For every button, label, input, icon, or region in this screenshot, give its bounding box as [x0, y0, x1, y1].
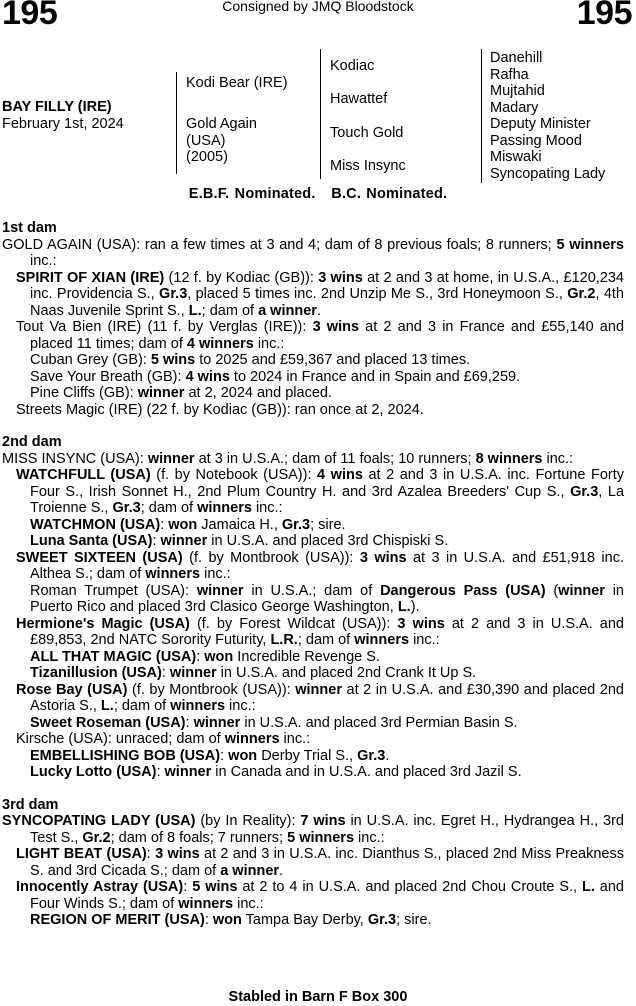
bold-run: winner	[169, 665, 217, 681]
pedigree-entry	[2, 764, 624, 781]
horse-info	[2, 99, 124, 132]
bold-run: 3 wins	[318, 269, 363, 286]
bold-run: Gr.3	[357, 747, 386, 764]
bold-run: Gr.3	[281, 516, 311, 533]
bold-run: 4 winners	[186, 335, 254, 352]
lot-number-left: 195	[2, 0, 58, 32]
bold-run: winners	[178, 895, 234, 912]
bold-run: 3 wins	[312, 319, 360, 335]
pedigree-entry	[2, 402, 624, 419]
horse-name: BAY FILLY (IRE)	[2, 99, 112, 115]
bold-run: winner	[558, 582, 605, 599]
pedigree-entry	[2, 879, 624, 912]
text-run: in U.S.A. and placed 3rd Chispiski S.	[207, 533, 449, 549]
text-run: :	[160, 516, 169, 533]
section-title: 2nd dam	[2, 434, 62, 450]
pedigree-dam-line: Gold Again	[186, 116, 257, 132]
bold-run: 8 winners	[475, 450, 543, 467]
pedigree-dam-line: (USA)	[186, 132, 226, 149]
bold-run: winner	[196, 582, 244, 599]
pedigree-entry	[2, 665, 624, 682]
lot-number-right: 195	[576, 0, 632, 32]
text-run: inc.:	[253, 335, 285, 352]
pedigree-fourth-generation	[490, 50, 605, 182]
bold-run: 5 winners	[556, 236, 624, 253]
text-run: :	[204, 912, 213, 928]
text-run: :	[156, 764, 165, 780]
text-run: (12 f. by Kodiac (GB)):	[164, 269, 319, 286]
bold-run: Gr.2	[82, 829, 111, 846]
text-run: :	[152, 533, 161, 549]
pedigree-ancestor: Mujtahid	[490, 83, 545, 99]
text-run: inc.:	[200, 566, 231, 582]
text-run: (by In Reality):	[195, 813, 301, 829]
text-run: :	[185, 714, 194, 731]
pedigree-entry	[2, 583, 624, 616]
text-run: :	[161, 665, 170, 681]
text-run: , La Troienne S.,	[30, 483, 625, 516]
bold-run: won	[204, 648, 234, 665]
bold-run: Gr.3	[159, 286, 188, 302]
text-run: in U.S.A. inc. Egret H., Hydrangea H., 3rd Test S.,	[30, 813, 624, 846]
text-run: in U.S.A. and placed 3rd Permian Basin S.	[240, 714, 518, 731]
pedigree-ancestor: Syncopating Lady	[490, 165, 606, 182]
bold-run: winner	[137, 385, 185, 401]
bold-run: Innocently Astray (USA)	[16, 879, 184, 895]
pedigree-entry	[2, 846, 624, 879]
pedigree-entry	[2, 517, 624, 534]
pedigree-divider-2	[320, 49, 321, 179]
text-run: ; dam of	[140, 500, 198, 516]
text-run: at 2 to 4 in U.S.A. and placed 2nd Chou Croute S.,	[237, 879, 582, 895]
pedigree-entry	[2, 813, 624, 846]
bold-run: Gr.3	[570, 483, 599, 500]
text-run: inc.:	[354, 829, 385, 846]
text-run: (f. by Montbrook (USA)):	[182, 549, 360, 566]
bold-run: Gr.3	[367, 912, 397, 928]
pedigree-entry	[2, 616, 624, 649]
bold-run: 4 wins	[317, 467, 363, 483]
text-run: in Puerto Rico and placed 3rd Clasico George Washington,	[30, 582, 624, 615]
text-run: Incredible Revenge S.	[233, 648, 380, 665]
bold-run: L.	[581, 879, 595, 895]
consignor: Consigned by JMQ Bloodstock	[222, 0, 414, 14]
bold-run: Luna Santa (USA)	[30, 533, 153, 549]
pedigree-ancestor: Passing Mood	[490, 132, 582, 149]
foaling-date: February 1st, 2024	[2, 115, 124, 132]
pedigree-entry	[2, 715, 624, 732]
text-run: at 3 in U.S.A.; dam of 11 foals; 10 runners;	[194, 450, 476, 467]
bold-run: winners	[224, 731, 280, 747]
text-run: .	[279, 862, 284, 879]
text-run: .	[316, 302, 321, 319]
pedigree-entry	[2, 550, 624, 583]
text-run: inc.:	[225, 698, 256, 714]
text-run: at 2 in U.S.A. and £30,390 and placed 2nd Astoria S.,	[30, 681, 624, 714]
text-run: inc.:	[542, 450, 574, 467]
bold-run: winner	[295, 681, 342, 698]
text-run: Roman Trumpet (USA):	[30, 582, 197, 599]
bold-run: Gr.3	[112, 500, 141, 516]
pedigree-entry	[2, 352, 624, 369]
bold-run: 3 wins	[359, 549, 407, 566]
text-run: ).	[410, 599, 420, 615]
text-run: ; dam of 8 foals; 7 runners;	[110, 829, 288, 846]
pedigree-ancestor: Miswaki	[490, 149, 542, 165]
produce-record	[2, 220, 624, 929]
pedigree-ancestor: Danehill	[490, 50, 543, 66]
text-run: inc.:	[30, 253, 57, 269]
bold-run: a winner	[258, 302, 317, 319]
bold-run: won	[212, 912, 242, 928]
text-run: GOLD AGAIN (USA): ran a few times at 3 and 4; dam of 8 previous foals; 8 runners;	[2, 236, 557, 253]
text-run: (f. by Montbrook (USA)):	[127, 681, 296, 698]
pedigree-entry	[2, 467, 624, 517]
text-run: Tampa Bay Derby,	[241, 912, 368, 928]
text-run: (f. by Notebook (USA)):	[150, 467, 318, 483]
pedigree-entry	[2, 912, 624, 929]
text-run: at 2 and 3 in U.S.A. and £89,853, 2nd NATC Sorority Futurity,	[30, 615, 624, 648]
pedigree-entry	[2, 533, 624, 550]
bold-run: 3 wins	[155, 846, 200, 862]
stabling-info: Stabled in Barn F Box 300	[228, 989, 408, 1005]
pedigree-entry	[2, 451, 624, 468]
text-run: inc.:	[279, 731, 311, 747]
pedigree-entry	[2, 731, 624, 748]
pedigree-entry	[2, 748, 624, 765]
bold-run: winners	[170, 698, 226, 714]
bold-run: Sweet Roseman (USA)	[30, 714, 186, 731]
pedigree-entry	[2, 385, 624, 402]
text-run: :	[196, 648, 205, 665]
bold-run: SWEET SIXTEEN (USA)	[16, 549, 183, 566]
bold-run: 5 wins	[150, 352, 196, 368]
text-run: at 3 in U.S.A. and £51,918 inc. Althea S.; dam of	[30, 549, 624, 582]
pedigree-sire: Kodi Bear (IRE)	[186, 75, 288, 91]
bold-run: Tizanillusion (USA)	[30, 665, 162, 681]
text-run: at 2 and 3 in U.S.A. inc. Fortune Forty Four S., Irish Sonnet H., 2nd Plum Country H. and 3rd Azalea Breeders' Cup S.,	[30, 467, 624, 500]
pedigree-entry	[2, 319, 624, 352]
text-run: Derby Trial S.,	[257, 747, 358, 764]
bold-run: winners	[197, 500, 252, 516]
bold-run: EMBELLISHING BOB (USA)	[30, 747, 221, 764]
text-run: .	[385, 747, 390, 764]
bold-run: Lucky Lotto (USA)	[30, 764, 157, 780]
bold-run: Rose Bay (USA)	[16, 681, 128, 698]
bold-run: WATCHMON (USA)	[30, 516, 161, 533]
pedigree-dam-line: (2005)	[186, 149, 228, 165]
text-run: ; dam of	[113, 698, 171, 714]
bold-run: L.	[188, 302, 202, 319]
text-run: in Canada and in U.S.A. and placed 3rd Jazil S.	[211, 764, 522, 780]
pedigree-ancestor: Madary	[490, 99, 539, 116]
nominations: E.B.F. Nominated. B.C. Nominated.	[188, 186, 448, 202]
bold-run: Dangerous Pass (USA)	[380, 582, 546, 599]
text-run: Tout Va Bien (IRE) (11 f. by Verglas (IRE)):	[16, 319, 313, 335]
text-run: inc.:	[409, 632, 440, 648]
bold-run: won	[168, 516, 198, 533]
bold-run: SYNCOPATING LADY (USA)	[2, 813, 196, 829]
bold-run: L.R.	[270, 632, 298, 648]
text-run: , placed 5 times inc. 2nd Unzip Me S., 3rd Honeymoon S.,	[187, 286, 568, 302]
bold-run: winner	[164, 764, 212, 780]
text-run: (f. by Forest Wildcat (USA)):	[189, 615, 398, 632]
text-run: inc.:	[233, 895, 264, 912]
text-run: in U.S.A.; dam of	[243, 582, 381, 599]
bold-run: winner	[147, 450, 195, 467]
text-run: ; dam of	[297, 632, 355, 648]
text-run: MISS INSYNC (USA):	[2, 450, 148, 467]
text-run: Cuban Grey (GB):	[30, 352, 151, 368]
text-run: Kirsche (USA): unraced; dam of	[16, 731, 225, 747]
text-run: at 2 and 3 in U.S.A. inc. Dianthus S., placed 2nd Miss Preakness S. and 3rd Cicada S.; dam of	[30, 846, 624, 879]
pedigree-sire-sire: Kodiac	[330, 58, 375, 74]
pedigree-ancestor: Rafha	[490, 66, 529, 83]
bold-run: winners	[145, 566, 201, 582]
bold-run: 5 wins	[192, 879, 238, 895]
pedigree-entry	[2, 237, 624, 270]
bold-run: 3 wins	[397, 615, 445, 632]
pedigree-divider-1	[176, 72, 177, 174]
text-run: :	[220, 747, 229, 764]
text-run: Jamaica H.,	[197, 516, 282, 533]
pedigree-sire-dam: Hawattef	[330, 91, 388, 107]
text-run: in U.S.A. and placed 2nd Crank It Up S.	[216, 665, 477, 681]
bold-run: a winner	[220, 862, 280, 879]
text-run: , 4th Naas Juvenile Sprint S.,	[30, 286, 624, 319]
bold-run: REGION OF MERIT (USA)	[30, 912, 205, 928]
bold-run: LIGHT BEAT (USA)	[16, 846, 147, 862]
pedigree-dam-dam: Miss Insync	[330, 158, 406, 174]
pedigree-dam-sire: Touch Gold	[330, 125, 404, 141]
bold-run: WATCHFULL (USA)	[16, 467, 151, 483]
bold-run: winner	[193, 714, 241, 731]
text-run: :	[183, 879, 193, 895]
text-run: :	[146, 846, 156, 862]
bold-run: winners	[354, 632, 410, 648]
bold-run: L.	[100, 698, 114, 714]
pedigree-entry	[2, 270, 624, 320]
text-run: to 2024 in France and in Spain and £69,259.	[229, 368, 521, 385]
section-title: 3rd dam	[2, 796, 59, 813]
pedigree-divider-3	[481, 49, 482, 183]
text-run: (	[545, 582, 559, 599]
text-run: ; sire.	[310, 516, 346, 533]
pedigree-entry	[2, 369, 624, 386]
text-run: to 2025 and £59,367 and placed 13 times.	[195, 352, 471, 368]
bold-run: SPIRIT OF XIAN (IRE)	[16, 269, 165, 286]
text-run: inc.:	[251, 500, 283, 516]
text-run: ; dam of	[201, 302, 259, 319]
text-run: at 2 and 3 at home, in U.S.A., £120,234 inc. Providencia S.,	[30, 269, 624, 302]
bold-run: Gr.2	[567, 286, 596, 302]
pedigree-dam	[186, 116, 257, 166]
bold-run: Hermione's Magic (USA)	[16, 615, 190, 632]
bold-run: winner	[160, 533, 208, 549]
pedigree-entry	[2, 682, 624, 715]
bold-run: 5 winners	[287, 829, 355, 846]
text-run: at 2, 2024 and placed.	[184, 385, 332, 401]
text-run: at 2 and 3 in France and £55,140 and placed 11 times; dam of	[30, 319, 625, 352]
section-title: 1st dam	[2, 220, 57, 236]
bold-run: 7 wins	[300, 813, 346, 829]
bold-run: won	[228, 747, 258, 764]
text-run: ; sire.	[396, 912, 432, 928]
bold-run: ALL THAT MAGIC (USA)	[30, 648, 197, 665]
bold-run: 4 wins	[185, 368, 230, 385]
bold-run: L.	[397, 599, 411, 615]
text-run: Streets Magic (IRE) (22 f. by Kodiac (GB)): ran once at 2, 2024.	[16, 401, 424, 418]
pedigree-entry	[2, 649, 624, 666]
text-run: Pine Cliffs (GB):	[30, 385, 138, 401]
text-run: Save Your Breath (GB):	[30, 368, 186, 385]
text-run: and Four Winds S.; dam of	[30, 879, 624, 912]
pedigree-ancestor: Deputy Minister	[490, 116, 591, 132]
